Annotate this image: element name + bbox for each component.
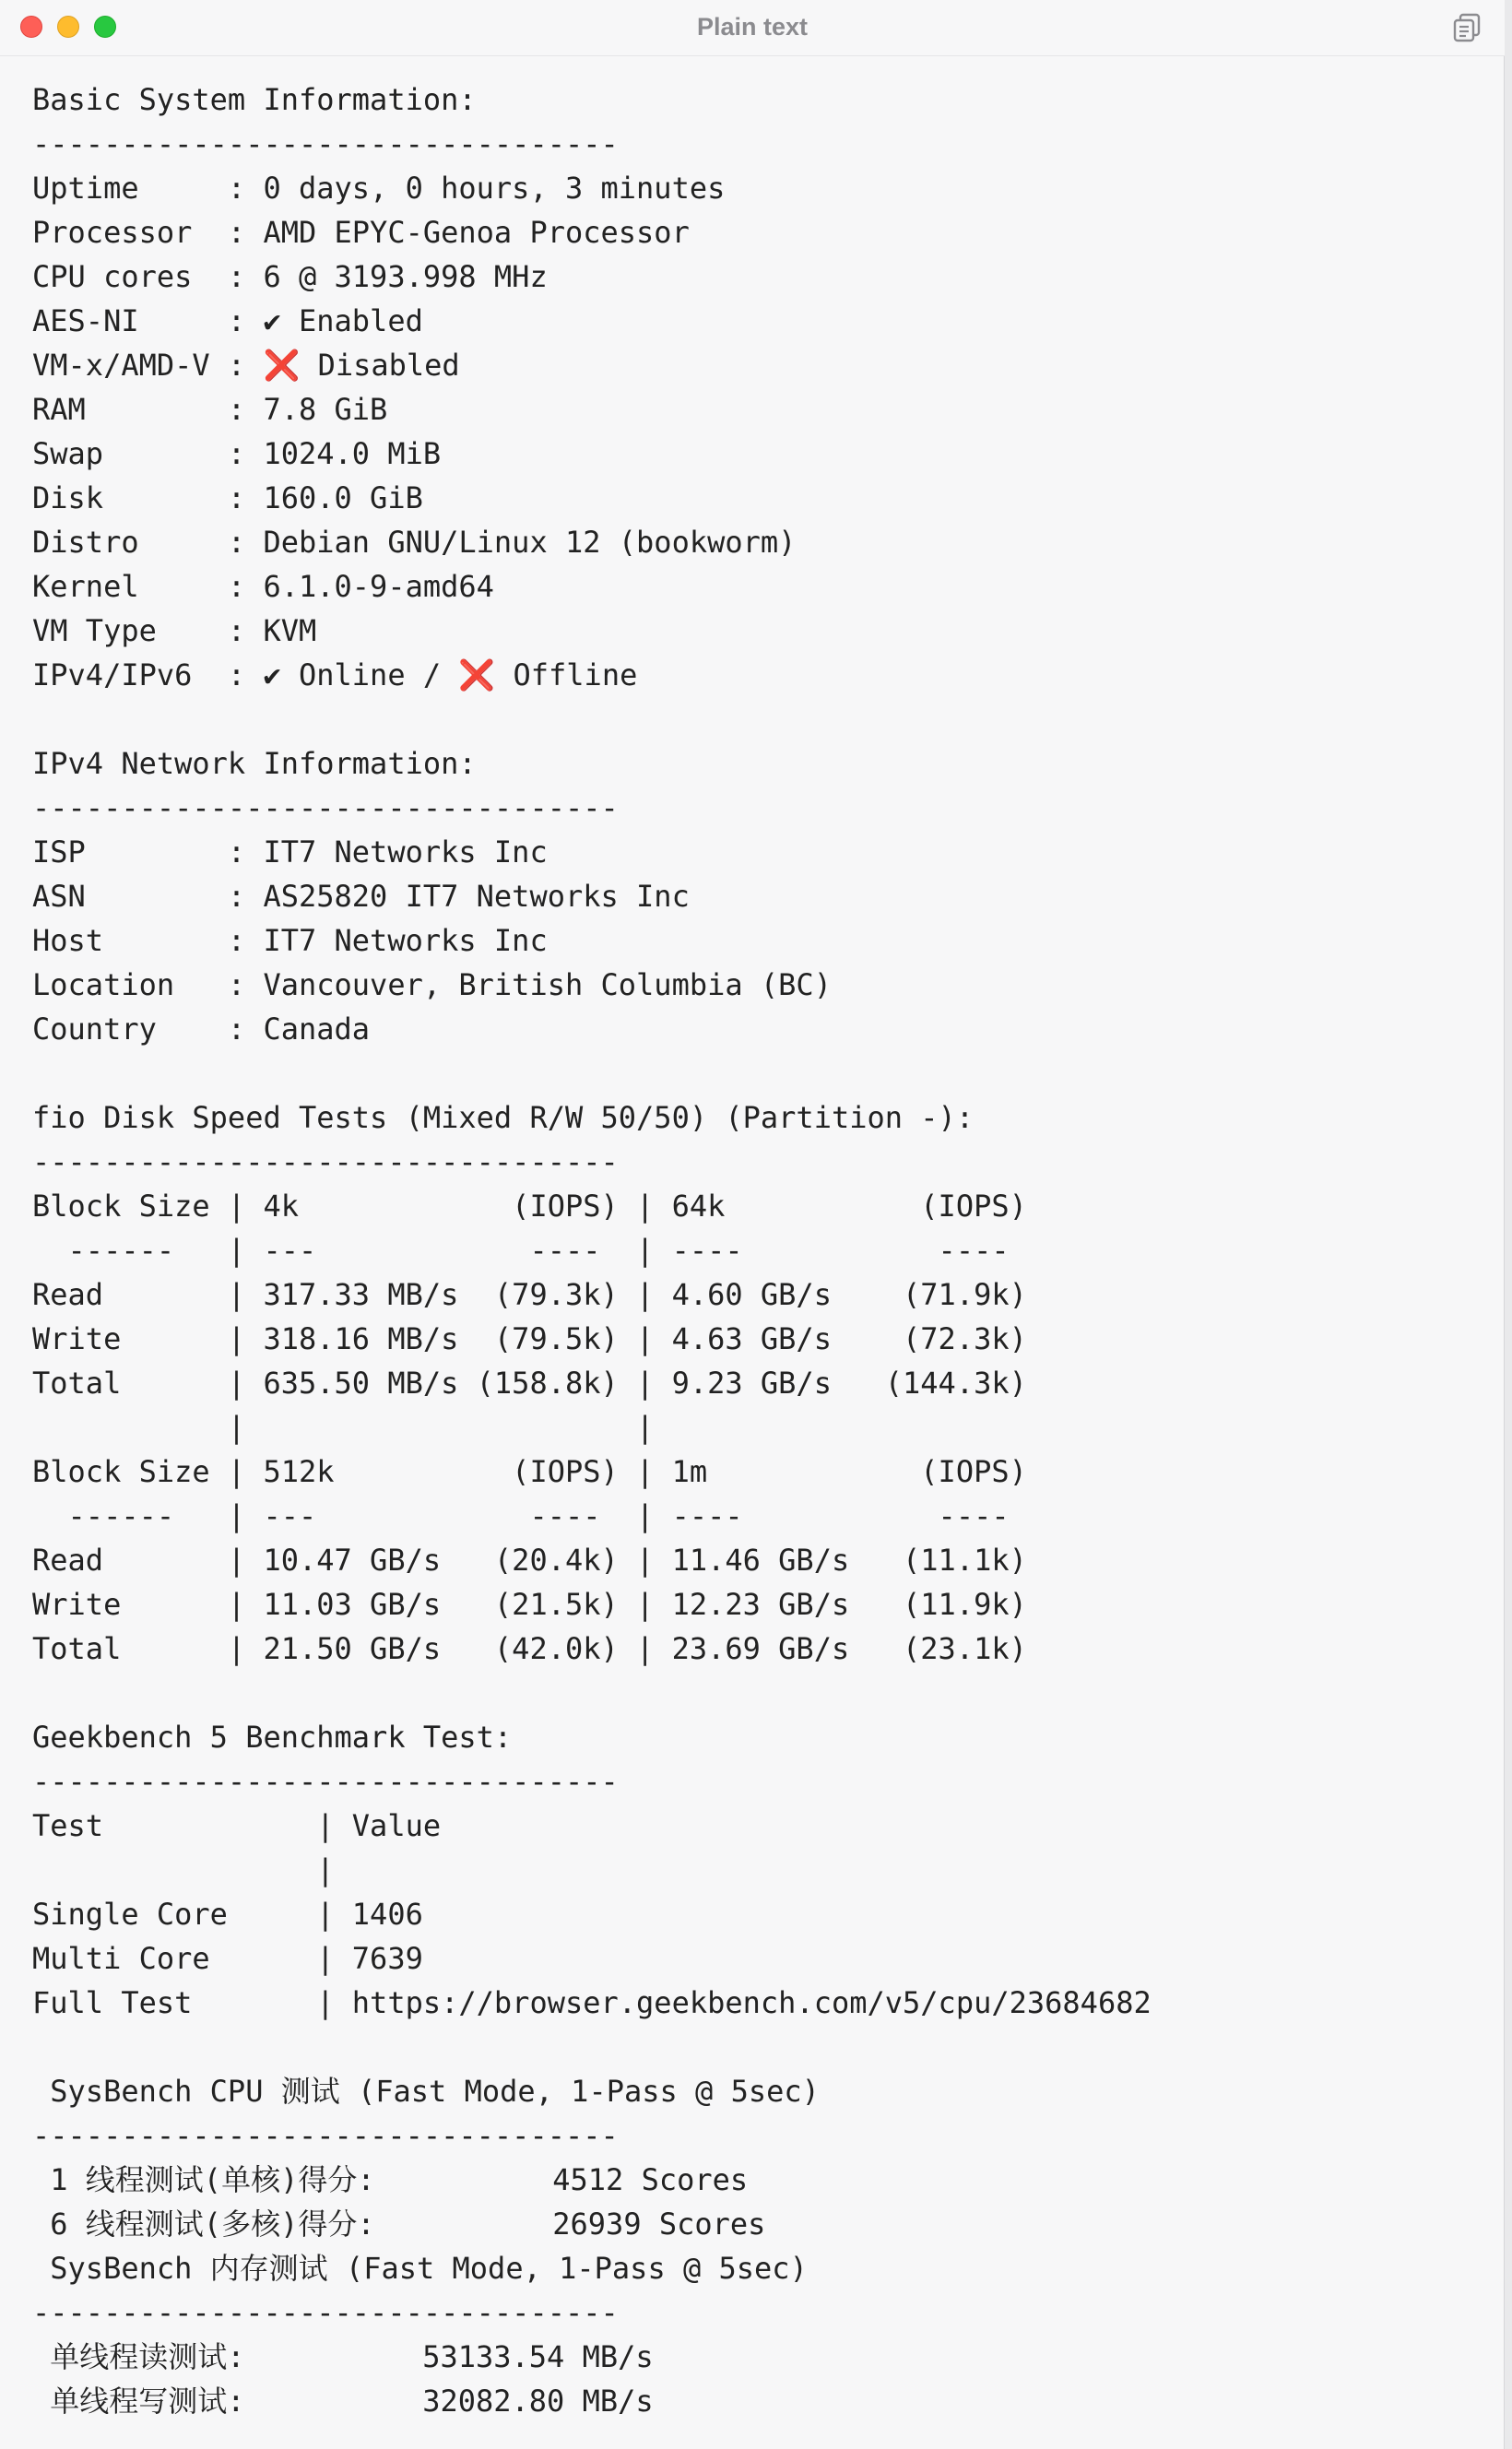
- text-line: fio Disk Speed Tests (Mixed R/W 50/50) (Partition -):: [32, 1100, 975, 1135]
- text-line: Write | 318.16 MB/s (79.5k) | 4.63 GB/s (72.3k): [32, 1321, 1027, 1356]
- text-line: Block Size | 512k (IOPS) | 1m (IOPS): [32, 1454, 1027, 1489]
- cross-icon: ❌: [458, 657, 496, 692]
- text-line: [32, 2025, 1471, 2069]
- text-line: ISP : IT7 Networks Inc: [32, 834, 548, 870]
- text-line: | |: [32, 1410, 655, 1445]
- title-bar: [0, 0, 1505, 56]
- text-line: Read | 10.47 GB/s (20.4k) | 11.46 GB/s (11.1k): [32, 1543, 1027, 1578]
- text-line: Disk : 160.0 GiB: [32, 480, 423, 515]
- text-line: Processor : AMD EPYC-Genoa Processor: [32, 215, 690, 250]
- text-line: Country : Canada: [32, 1012, 371, 1047]
- text-line: Write | 11.03 GB/s (21.5k) | 12.23 GB/s (11.9k): [32, 1587, 1027, 1622]
- text-line: ASN : AS25820 IT7 Networks Inc: [32, 879, 690, 914]
- text-line: 单线程写测试: 32082.80 MB/s: [32, 2384, 654, 2419]
- cross-icon: ❌: [263, 348, 301, 383]
- text-line: Total | 21.50 GB/s (42.0k) | 23.69 GB/s (23.1k): [32, 1631, 1027, 1666]
- text-line: ---------------------------------: [32, 2295, 619, 2330]
- text-line: Distro : Debian GNU/Linux 12 (bookworm): [32, 525, 797, 560]
- text-line: ------ | --- ---- | ---- ----: [32, 1233, 1010, 1268]
- copy-icon[interactable]: [1449, 11, 1484, 46]
- text-line: Total | 635.50 MB/s (158.8k) | 9.23 GB/s (144.3k): [32, 1366, 1027, 1401]
- text-line: 6 线程测试(多核)得分: 26939 Scores: [32, 2206, 766, 2242]
- plain-text-content[interactable]: [32, 77, 1471, 2423]
- text-line: Host : IT7 Networks Inc: [32, 923, 548, 958]
- text-line: [32, 1671, 1471, 1715]
- text-line: RAM : 7.8 GiB: [32, 392, 388, 427]
- text-line: ---------------------------------: [32, 790, 619, 825]
- text-line: Location : Vancouver, British Columbia (BC): [32, 967, 832, 1002]
- text-line: Block Size | 4k (IOPS) | 64k (IOPS): [32, 1189, 1027, 1224]
- text-line: Swap : 1024.0 MiB: [32, 436, 442, 471]
- text-line: Multi Core | 7639: [32, 1941, 423, 1976]
- text-line: ------ | --- ---- | ---- ----: [32, 1498, 1010, 1533]
- text-line: Full Test | https://browser.geekbench.com/v5/cpu/23684682: [32, 1985, 1152, 2020]
- text-line: Test | Value: [32, 1808, 442, 1843]
- text-line: Basic System Information:: [32, 82, 477, 117]
- text-line: |: [32, 1852, 335, 1887]
- text-line: [32, 1051, 1471, 1095]
- text-line: VM-x/AMD-V : ❌ Disabled: [32, 348, 460, 383]
- text-line: ---------------------------------: [32, 2118, 619, 2153]
- text-line: ---------------------------------: [32, 1144, 619, 1179]
- text-line: SysBench 内存测试 (Fast Mode, 1-Pass @ 5sec): [32, 2251, 808, 2286]
- text-line: 1 线程测试(单核)得分: 4512 Scores: [32, 2162, 749, 2197]
- text-line: [32, 697, 1471, 741]
- text-line: IPv4/IPv6 : ✔ Online / ❌ Offline: [32, 657, 638, 692]
- text-line: Geekbench 5 Benchmark Test:: [32, 1720, 513, 1755]
- text-line: CPU cores : 6 @ 3193.998 MHz: [32, 259, 548, 294]
- text-line: SysBench CPU 测试 (Fast Mode, 1-Pass @ 5sec): [32, 2074, 820, 2109]
- text-line: AES-NI : ✔ Enabled: [32, 303, 423, 338]
- text-line: 单线程读测试: 53133.54 MB/s: [32, 2339, 654, 2374]
- text-line: ---------------------------------: [32, 1764, 619, 1799]
- window-title: Plain text: [696, 13, 809, 41]
- text-line: VM Type : KVM: [32, 613, 317, 648]
- text-line: Single Core | 1406: [32, 1897, 423, 1932]
- text-line: ---------------------------------: [32, 126, 619, 161]
- text-line: Read | 317.33 MB/s (79.3k) | 4.60 GB/s (71.9k): [32, 1277, 1027, 1312]
- text-line: Uptime : 0 days, 0 hours, 3 minutes: [32, 171, 726, 206]
- text-line: Kernel : 6.1.0-9-amd64: [32, 569, 494, 604]
- text-line: IPv4 Network Information:: [32, 746, 477, 781]
